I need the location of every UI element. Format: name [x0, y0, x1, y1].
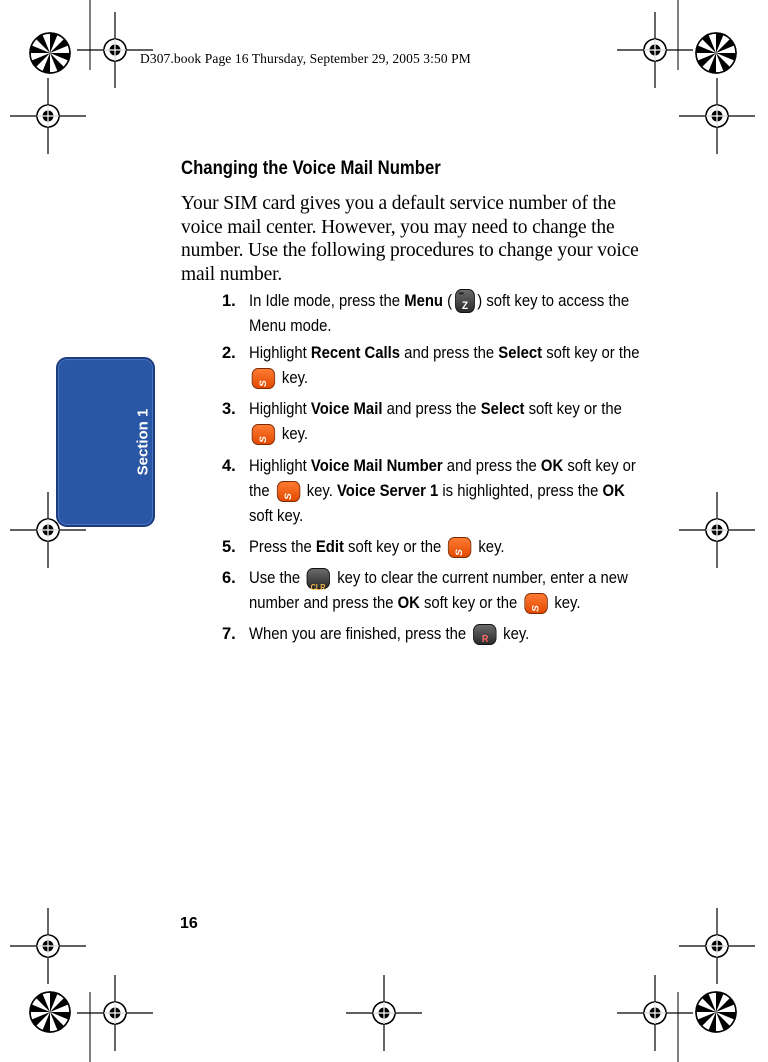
send-key-icon: [252, 368, 275, 389]
step-text: In Idle mode, press the Menu (••• Z ) soft key to access the Menu mode.: [249, 289, 645, 339]
step-number: 3.: [222, 400, 236, 418]
end-key-icon: [473, 624, 496, 645]
step-number: 6.: [222, 569, 236, 587]
step-4: [220, 454, 640, 529]
step-text: Highlight Voice Mail and press the Select soft key or the S key.: [249, 397, 645, 447]
step-number: 4.: [222, 457, 236, 475]
step-2: [220, 341, 640, 391]
step-text: Use the CLR key to clear the current number, enter a new number and press the OK soft key or the S key.: [249, 566, 645, 616]
step-6: [220, 566, 640, 616]
send-key-icon: [276, 481, 299, 502]
step-text: Press the Edit soft key or the S key.: [249, 535, 645, 560]
step-1: [220, 289, 640, 339]
intro-paragraph: Your SIM card gives you a default service number of the voice mail center. However, you may need to change the number. Use the following procedures to change your voice mail number.: [181, 193, 639, 285]
step-number: 1.: [222, 292, 236, 310]
print-header-stamp: D307.book Page 16 Thursday, September 29, 2005 3:50 PM: [140, 51, 471, 66]
step-text: Highlight Voice Mail Number and press the OK soft key or the S key. Voice Server 1 is highlighted, press the OK soft key.: [249, 454, 645, 529]
menu-key-icon: [455, 289, 475, 313]
step-number: 7.: [222, 625, 236, 643]
page-number: 16: [180, 915, 198, 932]
step-number: 5.: [222, 538, 236, 556]
step-text: Highlight Recent Calls and press the Select soft key or the S key.: [249, 341, 645, 391]
step-7: [220, 622, 640, 647]
send-key-icon: [252, 424, 275, 445]
clear-key-icon: [307, 568, 330, 589]
step-number: 2.: [222, 344, 236, 362]
send-key-icon: [524, 593, 547, 614]
step-text: When you are finished, press the R key.: [249, 622, 645, 647]
send-key-icon: [448, 537, 471, 558]
step-5: [220, 535, 640, 560]
step-3: [220, 397, 640, 447]
section-tab-label: Section 1: [134, 408, 152, 476]
section-heading: Changing the Voice Mail Number: [181, 158, 441, 179]
